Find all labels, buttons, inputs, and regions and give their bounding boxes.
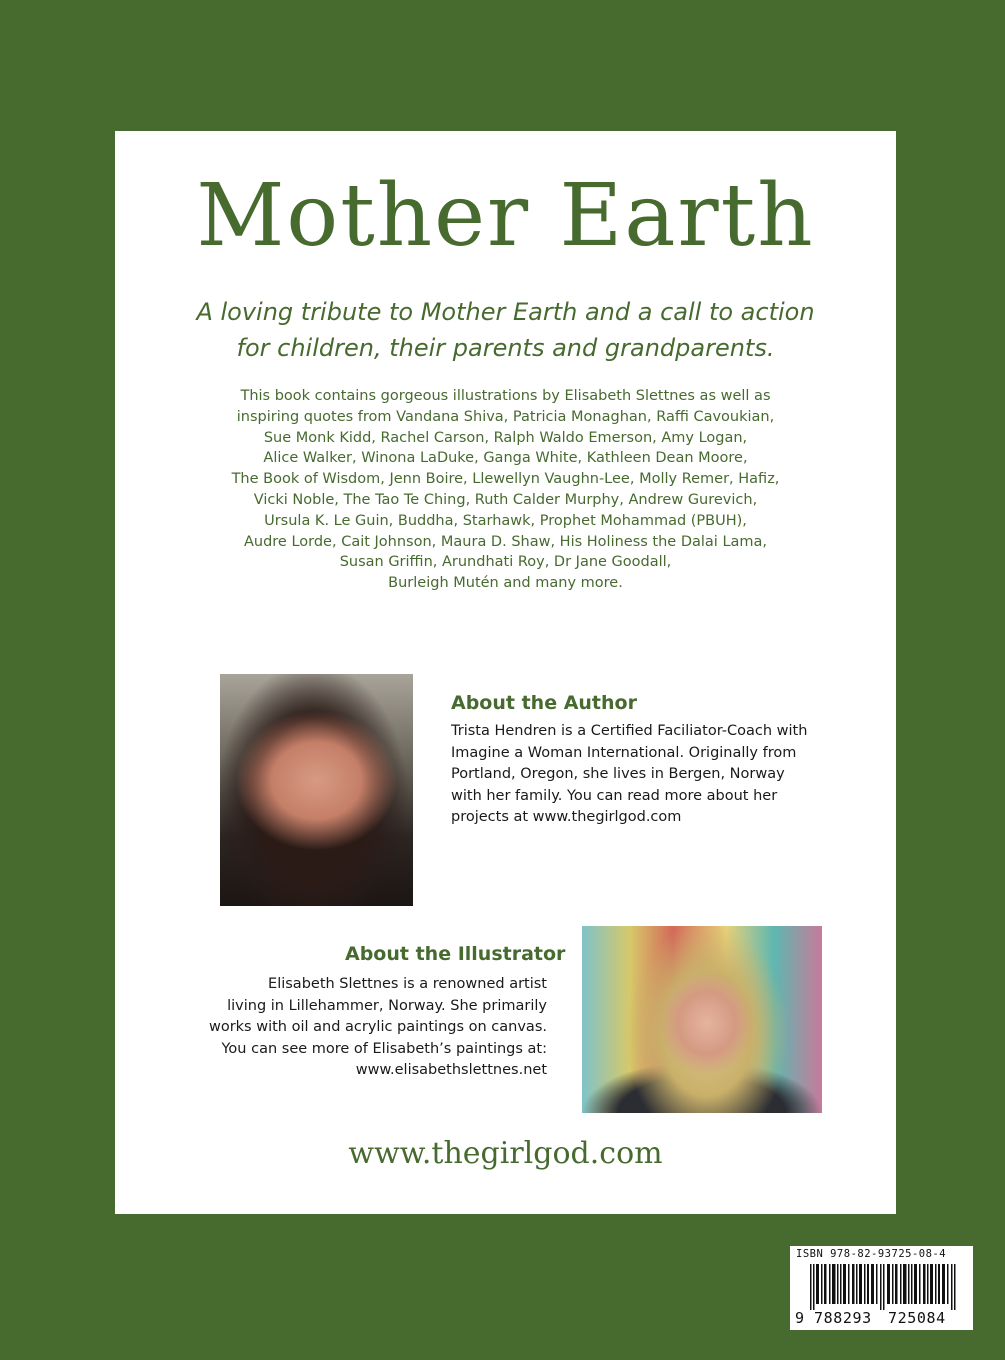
barcode-digit-first: 9 [795, 1309, 805, 1327]
contents-line: This book contains gorgeous illustrations by Elisabeth Slettnes as well as [240, 388, 771, 404]
illustrator-bio-line: You can see more of Elisabeth’s paintings at: [221, 1040, 547, 1057]
isbn-label: ISBN 978-82-93725-08-4 [796, 1248, 947, 1260]
barcode-digits-left: 788293 [814, 1309, 872, 1327]
author-bio-line: Portland, Oregon, she lives in Bergen, Norway [451, 766, 785, 782]
contents-line: Alice Walker, Winona LaDuke, Ganga White, Kathleen Dean Moore, [263, 450, 748, 467]
illustrator-bio-line: living in Lillehammer, Norway. She primarily [227, 997, 547, 1014]
barcode-bars [810, 1264, 960, 1310]
book-contents-blurb [115, 386, 896, 594]
book-subtitle [115, 294, 896, 366]
illustrator-bio [175, 974, 547, 1082]
author-bio-line: projects at www.thegirlgod.com [451, 809, 682, 825]
book-title: Mother Earth [196, 166, 815, 266]
barcode-digits-right: 725084 [888, 1309, 946, 1327]
cover-panel [115, 131, 896, 1214]
illustrator-bio-line: works with oil and acrylic paintings on canvas. [208, 1019, 547, 1035]
author-bio [451, 721, 807, 829]
isbn-barcode [790, 1246, 973, 1330]
illustrator-bio-line: Elisabeth Slettnes is a renowned artist [268, 976, 547, 992]
contents-line: inspiring quotes from Vandana Shiva, Patricia Monaghan, Raffi Cavoukian, [236, 408, 775, 425]
website-url: www.thegirlgod.com [348, 1136, 663, 1171]
illustrator-photo [582, 926, 822, 1113]
contents-line: Vicki Noble, The Tao Te Ching, Ruth Calder Murphy, Andrew Gurevich, [253, 491, 758, 508]
contents-line: Audre Lorde, Cait Johnson, Maura D. Shaw, His Holiness the Dalai Lama, [243, 533, 768, 550]
contents-line: Burleigh Mutén and many more. [388, 575, 623, 592]
author-bio-line: Imagine a Woman International. Originally from [451, 744, 797, 761]
author-photo [220, 674, 413, 906]
contents-line: Ursula K. Le Guin, Buddha, Starhawk, Prophet Mohammad (PBUH), [264, 512, 747, 529]
author-bio-line: Trista Hendren is a Certified Faciliator-Coach with [451, 723, 808, 739]
subtitle-line: for children, their parents and grandparents. [236, 334, 775, 362]
contents-line: The Book of Wisdom, Jenn Boire, Llewellyn Vaughn-Lee, Molly Remer, Hafiz, [231, 471, 780, 488]
author-heading: About the Author [451, 692, 637, 714]
author-bio-line: with her family. You can read more about her [451, 787, 778, 804]
illustrator-heading: About the Illustrator [345, 943, 566, 965]
subtitle-line: A loving tribute to Mother Earth and a call to action [196, 298, 815, 326]
contents-line: Sue Monk Kidd, Rachel Carson, Ralph Waldo Emerson, Amy Logan, [263, 429, 748, 446]
contents-line: Susan Griffin, Arundhati Roy, Dr Jane Goodall, [339, 554, 672, 571]
illustrator-bio-line: www.elisabethslettnes.net [355, 1062, 547, 1078]
